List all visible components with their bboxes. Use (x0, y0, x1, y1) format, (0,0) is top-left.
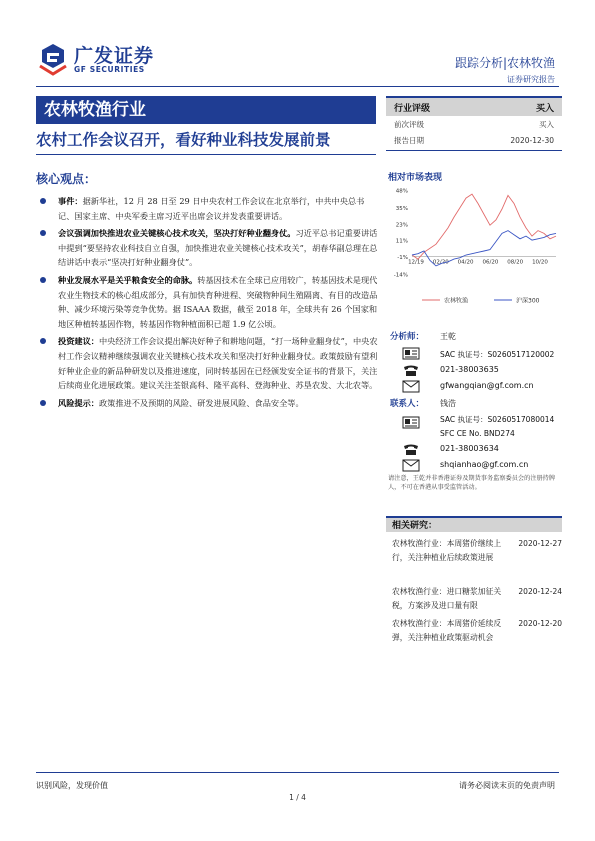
bullet-icon (40, 277, 46, 283)
chart-svg (386, 182, 562, 310)
key-point-text: 习近平总书记重要讲话中提到“要坚持农业科技自立自强，加快推进农业关键核心技术攻关”，胡春华副总理在总结讲话中表示“坚决打好种业翻身仗”。 (58, 228, 378, 268)
title-divider (36, 154, 376, 155)
key-point-text: 中央经济工作会议提出解决好种子和耕地问题，“打一场种业翻身仗”，中央农村工作会议精神继续强调农业关键核心技术攻关和坚决打好种业翻身仗。政策鼓励有望利好种业企业的新品种研发以及推进速度，同时转基因在已经颁发安全证书的背景下，关注后续商业化进展政策。建议关注荃银高科、隆平高科、登海种业、苏垦农发、大北农等。 (58, 336, 378, 391)
analyst-phone: 021-38003635 (440, 365, 499, 374)
key-point-lead: 投资建议： (58, 336, 99, 347)
analyst-label: 分析师： (390, 332, 425, 342)
email-icon (402, 459, 420, 472)
report-category: 证券研究报告 (507, 75, 555, 84)
x-tick-label: 02/20 (432, 259, 449, 266)
key-points-list (36, 194, 378, 413)
id-card-icon (402, 347, 420, 360)
related-research-date: 2020-12-27 (518, 539, 562, 548)
related-research-title: 农林牧渔行业：进口糖浆加征关税，方案涉及进口量有限 (392, 587, 502, 610)
contact-label: 联系人： (390, 399, 425, 409)
contact-phone: 021-38003634 (440, 444, 499, 453)
key-points-heading: 核心观点： (36, 172, 97, 186)
analyst-sac: SAC 执证号：S0260517120002 (440, 350, 555, 359)
key-point (36, 334, 378, 392)
series-line (412, 194, 556, 259)
id-card-icon (402, 416, 420, 429)
page-number: 1 / 4 (289, 793, 306, 802)
contact-email: shqianhao@gf.com.cn (440, 460, 529, 469)
contact-sfc: SFC CE No. BND274 (440, 429, 515, 438)
phone-icon (402, 364, 420, 377)
key-point-lead: 风险提示： (58, 397, 99, 408)
key-point-text: 政策推进不及预期的风险、研发进展风险、食品安全等。 (98, 397, 304, 408)
footer-disclaimer-note: 请务必阅读末页的免责声明 (459, 781, 555, 790)
related-research-heading: 相关研究： (386, 516, 562, 532)
report-date-row (386, 132, 562, 148)
previous-rating-value: 买入 (539, 119, 554, 129)
related-research-item[interactable] (392, 537, 562, 565)
footer-divider (36, 772, 559, 773)
legend-label: 沪深300 (516, 297, 540, 305)
email-icon (402, 380, 420, 393)
rating-box (386, 96, 562, 151)
phone-icon (402, 443, 420, 456)
relative-performance-chart (386, 182, 562, 310)
analyst-section (390, 330, 565, 470)
key-point-text: 据新华社，12 月 28 日至 29 日中央农村工作会议在北京举行，中共中央总书记、国家主席、中央军委主席习近平出席会议并发表重要讲话。 (58, 196, 365, 221)
related-research-title: 农林牧渔行业：本周猪价延续反弹，关注种植业政策驱动机会 (392, 619, 502, 642)
y-tick-label: -1% (397, 254, 408, 261)
contact-sac: SAC 执证号：S0260517080014 (440, 415, 555, 424)
key-point-lead: 种业发展水平是关乎粮食安全的命脉。 (58, 274, 198, 285)
key-point (36, 396, 378, 411)
report-type: 跟踪分析|农林牧渔 (454, 56, 555, 70)
rating-divider (386, 150, 562, 151)
legend-label: 农林牧渔 (444, 297, 469, 305)
contact-name: 钱浩 (440, 399, 456, 408)
industry-banner: 农林牧渔行业 (36, 96, 376, 124)
report-date-value: 2020-12-30 (510, 135, 554, 145)
related-research-date: 2020-12-20 (518, 619, 562, 628)
related-research-item[interactable] (392, 617, 562, 645)
x-tick-label: 04/20 (457, 259, 474, 266)
logo-mark-icon (36, 42, 70, 76)
report-date-label: 报告日期 (394, 135, 424, 145)
x-tick-label: 06/20 (482, 259, 499, 266)
footer-slogan: 识别风险，发现价值 (36, 781, 108, 790)
analyst-email: gfwangqian@gf.com.cn (440, 381, 534, 390)
previous-rating-label: 前次评级 (394, 119, 424, 129)
key-point-lead: 会议强调加快推进农业关键核心技术攻关，坚决打好种业翻身仗。 (58, 228, 296, 239)
related-research-date: 2020-12-24 (518, 587, 562, 596)
y-tick-label: 35% (395, 206, 408, 213)
bullet-icon (40, 198, 46, 204)
related-research-title: 农林牧渔行业：本周猪价继续上行，关注种植业后续政策进展 (392, 539, 502, 562)
y-tick-label: 11% (395, 238, 408, 245)
related-research-item[interactable] (392, 585, 562, 613)
report-title: 农村工作会议召开，看好种业科技发展前景 (36, 130, 331, 149)
key-point (36, 226, 378, 270)
rating-header (386, 96, 562, 116)
x-tick-label: 10/20 (532, 259, 548, 266)
key-point (36, 273, 378, 331)
x-tick-label: 12/19 (408, 259, 424, 266)
analyst-disclaimer: 请注意，王乾并非香港证券及期货事务监察委员会的注册持牌人，不可在香港从事受监管活动。 (388, 475, 556, 491)
key-point (36, 194, 378, 223)
company-logo (36, 40, 166, 80)
rating-value: 买入 (535, 103, 554, 114)
market-performance-title: 相对市场表现 (388, 173, 443, 183)
key-point-text: 转基因技术在全球已应用较广，转基因技术是现代农业生物技术的核心组成部分，具有加快育种进程、突破物种间生殖隔离、有目的改造品种、减少环境污染等竞争优势。据 ISAAA 数据，截至 2018 年，全球共有 26 个国家和地区种植转基因作物，转基因作物种植面积已超 1.9 亿公顷。 (58, 274, 378, 329)
bullet-icon (40, 400, 46, 406)
bullet-icon (40, 230, 46, 236)
y-tick-label: 23% (395, 222, 408, 229)
logo-english-name: GF SECURITIES (74, 65, 145, 74)
y-tick-label: 48% (395, 188, 408, 195)
key-point-lead: 事件： (58, 196, 83, 206)
bullet-icon (40, 338, 46, 344)
x-tick-label: 08/20 (507, 259, 524, 266)
logo-chinese-name: 广发证券 (74, 45, 155, 67)
previous-rating-row (386, 116, 562, 132)
y-tick-label: -14% (393, 272, 408, 279)
rating-label: 行业评级 (394, 103, 431, 114)
header-divider (36, 86, 559, 87)
analyst-name: 王乾 (440, 332, 456, 341)
